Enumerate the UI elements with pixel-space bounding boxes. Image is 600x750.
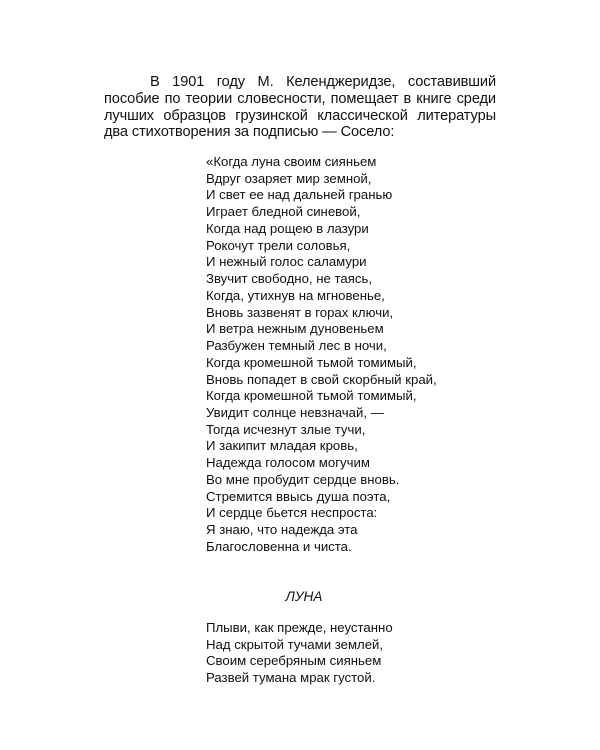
poem-line: Звучит свободно, не таясь, [206,271,373,287]
poem-line: «Когда луна своим сияньем [206,154,377,169]
poem-line: Я знаю, что надежда эта [206,522,358,538]
poem-line: И сердце бьется неспроста: [206,505,378,521]
poem-line: И свет ее над дальней гранью [206,187,393,203]
poem-line: Надежда голосом могучим [206,455,370,471]
poem-line: Развей тумана мрак густой. [206,670,376,686]
poem-line: Разбужен темный лес в ночи, [206,338,387,354]
poem-line: Когда кромешной тьмой томимый, [206,354,417,370]
poem-line: Когда, утихнув на мгновенье, [206,287,385,303]
poem-line: Когда над рощею в лазури [206,220,369,236]
poem-line: Вдруг озаряет мир земной, [206,170,372,186]
poem-line: Когда кромешной тьмой томимый, [206,388,417,404]
poem-one [206,154,526,556]
poem-line: Во мне пробудит сердце вновь. [206,471,400,487]
poem-line: Над скрытой тучами землей, [206,636,384,652]
poem-two-title: ЛУНА [285,589,323,604]
poem-line: Благословенна и чиста. [206,538,352,554]
poem-two [206,620,526,687]
poem-line: Вновь попадет в свой скорбный край, [206,371,437,387]
poem-line: Стремится ввысь душа поэта, [206,488,391,504]
poem-line: Играет бледной синевой, [206,204,361,220]
intro-paragraph: В 1901 году М. Келенджеридзе, составивший пособие по теории словесности, помещает в книге среди лучших образцов грузинской классической литературы два стихотворения за подписью — Сосело: [104,74,496,141]
poem-line: Тогда исчезнут злые тучи, [206,421,366,437]
poem-line: Плыви, как прежде, неустанно [206,620,393,635]
poem-line: И ветра нежным дуновеньем [206,321,384,337]
poem-line: И нежный голос саламури [206,254,367,270]
poem-line: Рокочут трели соловья, [206,237,351,253]
poem-line: Своим серебряным сияньем [206,653,382,669]
poem-line: И закипит младая кровь, [206,438,358,454]
poem-line: Вновь зазвенят в горах ключи, [206,304,394,320]
poem-line: Увидит солнце невзначай, — [206,405,384,421]
